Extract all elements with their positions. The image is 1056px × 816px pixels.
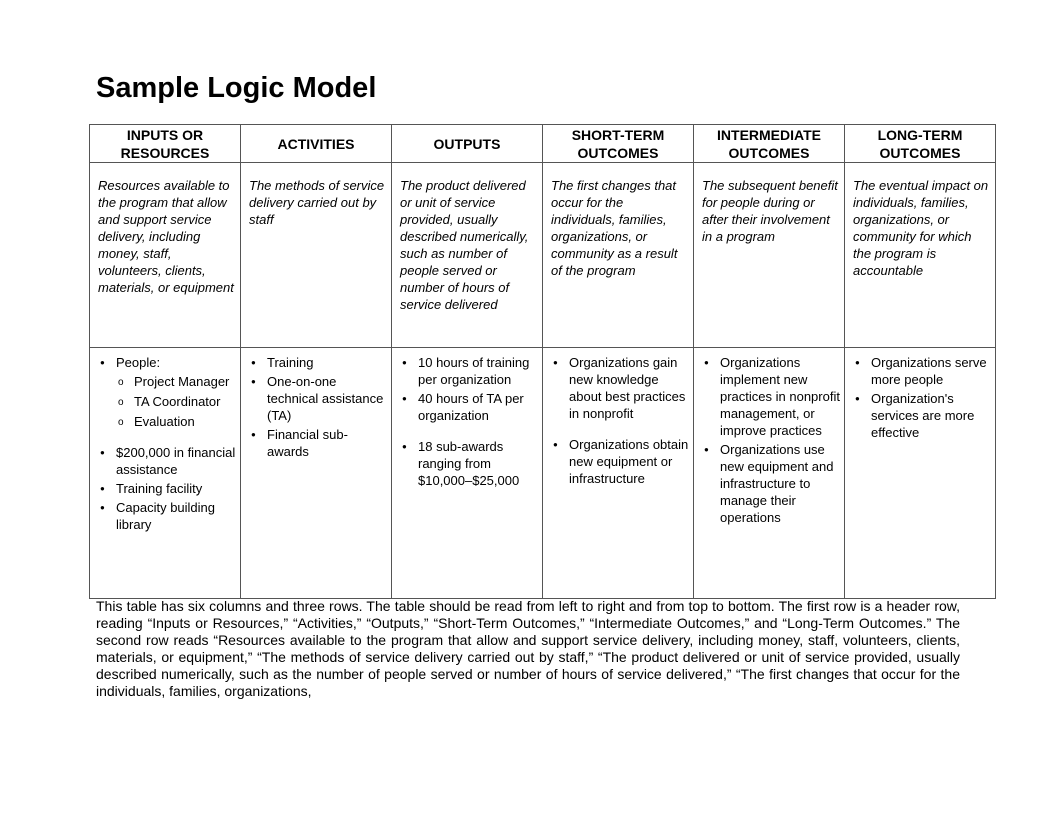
page-title: Sample Logic Model xyxy=(96,72,377,104)
list-item: ● Training xyxy=(249,354,387,371)
header-activities: ACTIVITIES xyxy=(241,125,392,163)
activities-cell xyxy=(241,348,392,599)
list-item: ● One-on-one technical assistance (TA) xyxy=(249,373,387,424)
long-term-cell xyxy=(845,348,996,599)
outputs-cell xyxy=(392,348,543,599)
header-outputs: OUTPUTS xyxy=(392,125,543,163)
desc-outputs: The product delivered or unit of service provided, usually described numerically, such as number of people served or number of hours of service delivered xyxy=(400,178,529,312)
header-intermediate: INTERMEDIATE OUTCOMES xyxy=(694,125,845,163)
sub-list-item: o Evaluation xyxy=(116,413,236,430)
desc-inputs: Resources available to the program that allow and support service delivery, including money, staff, volunteers, clients, materials, or equipment xyxy=(98,178,234,295)
logic-model-table xyxy=(89,124,996,599)
list-item: ● $200,000 in financial assistance xyxy=(98,444,236,478)
header-row xyxy=(90,125,996,163)
desc-short-term: The first changes that occur for the individuals, families, organizations, or community as a result of the program xyxy=(551,178,678,278)
intermediate-cell xyxy=(694,348,845,599)
desc-intermediate: The subsequent benefit for people during or after their involvement in a program xyxy=(702,178,838,244)
list-item: ● Financial sub-awards xyxy=(249,426,387,460)
list-item: ● Organizations implement new practices in nonprofit management, or improve practices xyxy=(702,354,840,439)
table-description: This table has six columns and three rows. The table should be read from left to right and from top to bottom. The first row is a header row, reading “Inputs or Resources,” “Activities,” “Outputs,” “Short-Term Outcomes,” “Intermediate Outcomes,” and “Long-Term Outcomes.” The second row reads “Resources available to the program that allow and support service delivery, including money, staff, volunteers, clients, materials, or equipment,” “The methods of service delivery carried out by staff,” “The product delivered or unit of service provided, usually described numerically, such as the number of people served or number of hours of service delivered,” “The first changes that occur for the individuals, families, organizations, xyxy=(96,598,960,699)
header-short-term: SHORT-TERM OUTCOMES xyxy=(543,125,694,163)
list-item: ● Training facility xyxy=(98,480,236,497)
list-item: ● Organizations obtain new equipment or infrastructure xyxy=(551,436,689,487)
list-item: ● 10 hours of training per organization xyxy=(400,354,538,388)
inputs-cell xyxy=(90,348,241,599)
sub-list-item: o Project Manager xyxy=(116,373,236,390)
header-inputs: INPUTS OR RESOURCES xyxy=(90,125,241,163)
header-long-term: LONG-TERM OUTCOMES xyxy=(845,125,996,163)
list-item: ● People: o Project Manager o TA Coordinator o Evaluation xyxy=(98,354,236,430)
example-row xyxy=(90,348,996,599)
list-item: ● Organizations use new equipment and infrastructure to manage their operations xyxy=(702,441,840,526)
description-row xyxy=(90,163,996,348)
list-item: ● Organization's services are more effective xyxy=(853,390,991,441)
list-item: ● 40 hours of TA per organization xyxy=(400,390,538,424)
list-item: ● Organizations serve more people xyxy=(853,354,991,388)
desc-activities: The methods of service delivery carried out by staff xyxy=(249,178,385,227)
desc-long-term: The eventual impact on individuals, families, organizations, or community for which the program is accountable xyxy=(853,178,989,278)
list-item: ● Organizations gain new knowledge about best practices in nonprofit xyxy=(551,354,689,422)
list-item: ● Capacity building library xyxy=(98,499,236,533)
list-item: ● 18 sub-awards ranging from $10,000–$25,000 xyxy=(400,438,538,489)
sub-list-item: o TA Coordinator xyxy=(116,393,236,410)
short-term-cell xyxy=(543,348,694,599)
